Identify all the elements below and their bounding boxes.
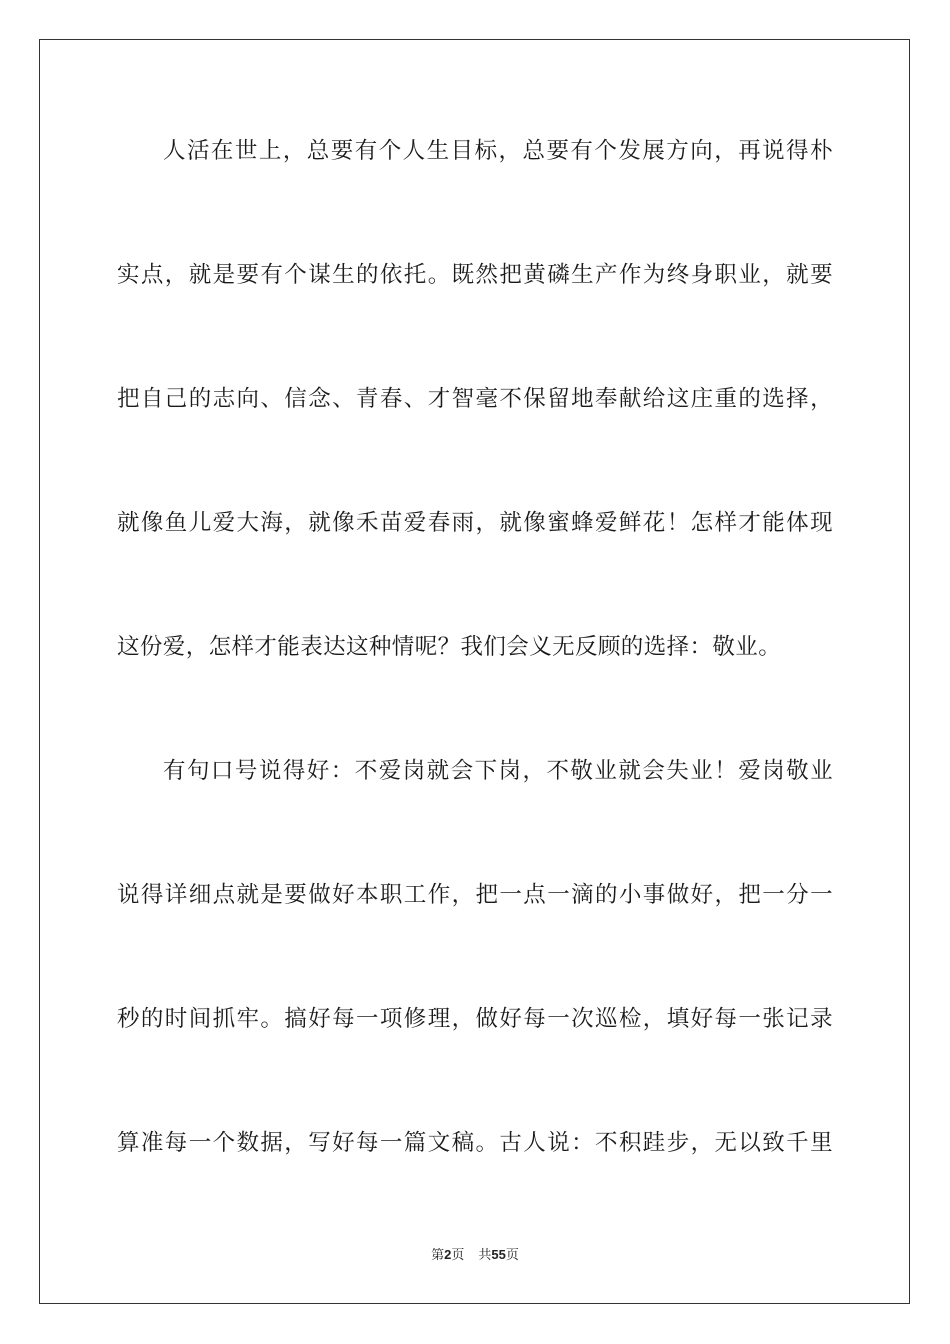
- paragraph-1-line-5: 这份爱，怎样才能表达这种情呢？我们会义无反顾的选择：敬业。: [117, 634, 782, 660]
- footer-total-suffix: 页: [505, 1248, 519, 1263]
- paragraph-1-line-3: 把自己的志向、信念、青春、才智毫不保留地奉献给这庄重的选择，: [117, 386, 833, 412]
- paragraph-2-line-1: 有句口号说得好：不爱岗就会下岗，不敬业就会失业！爱岗敬业: [163, 758, 833, 784]
- page-footer: [0, 1246, 950, 1265]
- paragraph-1-line-1: 人活在世上，总要有个人生目标，总要有个发展方向，再说得朴: [163, 138, 833, 164]
- paragraph-2-line-3: 秒的时间抓牢。搞好每一项修理，做好每一次巡检，填好每一张记录: [117, 1006, 833, 1032]
- paragraph-1-line-4: 就像鱼儿爱大海，就像禾苗爱春雨，就像蜜蜂爱鲜花！怎样才能体现: [117, 510, 833, 536]
- paragraph-2-line-2: 说得详细点就是要做好本职工作，把一点一滴的小事做好，把一分一: [117, 882, 833, 908]
- paragraph-2-line-4: 算准每一个数据，写好每一篇文稿。古人说：不积跬步，无以致千里: [117, 1130, 833, 1156]
- footer-total-prefix: 共: [478, 1248, 492, 1263]
- current-page-number: 2: [444, 1247, 452, 1262]
- footer-prefix: 第: [431, 1248, 445, 1263]
- total-pages-number: 55: [491, 1247, 506, 1262]
- paragraph-1-line-2: 实点，就是要有个谋生的依托。既然把黄磷生产作为终身职业，就要: [117, 262, 833, 288]
- footer-page-suffix: 页: [451, 1248, 465, 1263]
- page-frame: [39, 39, 910, 1304]
